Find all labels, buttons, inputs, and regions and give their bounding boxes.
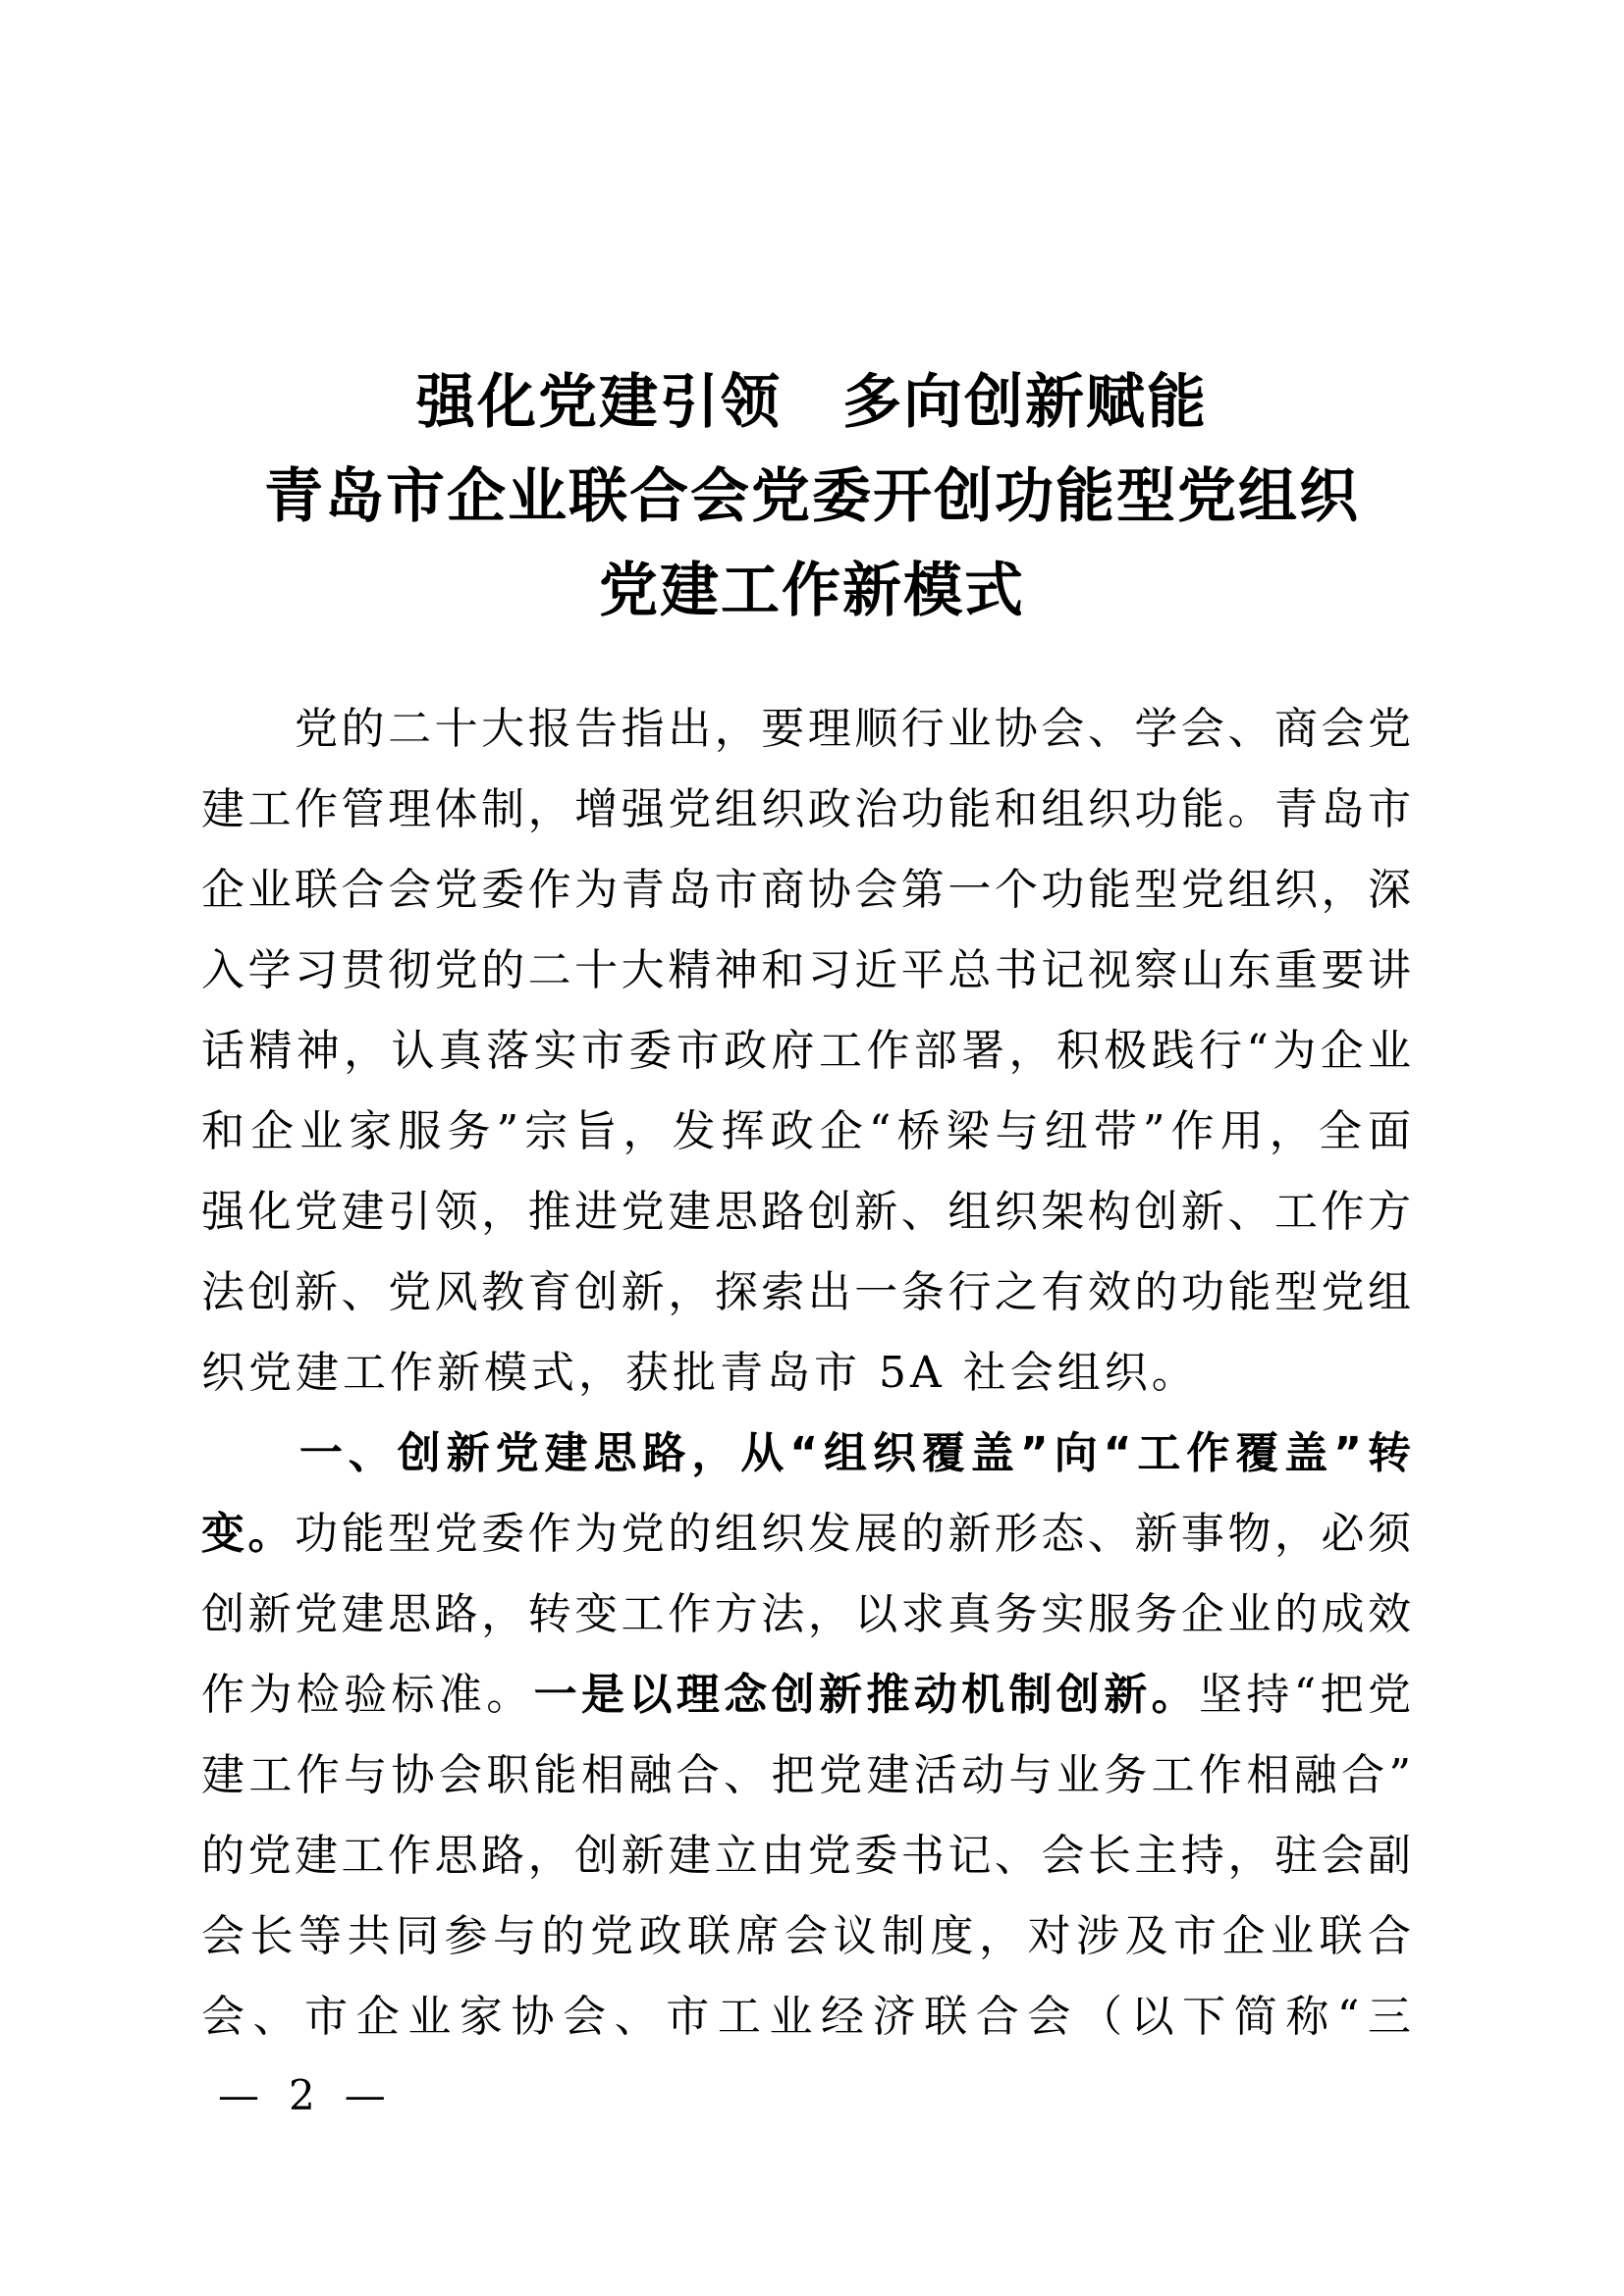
body-line [201,1253,1414,1333]
body-line [201,1092,1414,1172]
body-line [201,1011,1414,1092]
body-line [201,1655,1414,1735]
title-line-1: 强化党建引领 多向创新赋能 [416,368,1208,437]
title-line-2: 青岛市企业联合会党委开创功能型党组织 [264,462,1360,531]
body-text: 建工作管理体制，增强党组织政治功能和组织功能。青岛市 [201,784,1414,834]
body-text: 功能型党委作为党的组织发展的新形态、新事物，必须 [295,1509,1415,1559]
body-text: 建工作与协会职能相融合、把党建活动与业务工作相融合” [201,1750,1414,1800]
body-text: 的党建工作思路，创新建立由党委书记、会长主持，驻会副 [201,1831,1414,1881]
page-footer [218,2068,386,2123]
body-line [201,1575,1414,1655]
body-emphasis-text: 一是以理念创新推动机制创新。 [533,1670,1199,1720]
body-line [201,1977,1414,2057]
body-line [201,931,1414,1011]
body-text: 和企业家服务”宗旨，发挥政企“桥梁与纽带”作用，全面 [201,1106,1414,1156]
body-line [201,770,1414,850]
body-line [201,1414,1414,1494]
body-line [201,1735,1414,1816]
body-line [201,1172,1414,1253]
footer-dash-right: — [344,2071,386,2119]
footer-dash-left: — [218,2071,259,2119]
body-line [201,1896,1414,1977]
body-text: 法创新、党风教育创新，探索出一条行之有效的功能型党组 [201,1267,1414,1317]
body-text: 会长等共同参与的党政联席会议制度，对涉及市企业联合 [201,1911,1414,1961]
body-text: 话精神，认真落实市委市政府工作部署，积极践行“为企业 [201,1026,1414,1076]
body-line [201,1494,1414,1575]
body-text: 创新党建思路，转变工作方法，以求真务实服务企业的成效 [201,1589,1414,1639]
body-line [201,689,1414,770]
body-text: 强化党建引领，推进党建思路创新、组织架构创新、工作方 [201,1187,1414,1237]
body-line [201,1333,1414,1414]
body-text: 作为检验标准。 [201,1670,534,1720]
body-text: 入学习贯彻党的二十大精神和习近平总书记视察山东重要讲 [201,945,1414,995]
body-text: 坚持“把党 [1199,1670,1415,1720]
body-line [201,850,1414,931]
body-text: 企业联合会党委作为青岛市商协会第一个功能型党组织，深 [201,865,1414,915]
body-text: 织党建工作新模式，获批青岛市 5A 社会组织。 [201,1348,1199,1398]
body-emphasis-text: 一、创新党建思路，从“组织覆盖”向“工作覆盖”转 [201,1428,1414,1478]
document-title [0,355,1624,638]
body-text: 会、市企业家协会、市工业经济联合会（以下简称“三 [201,1992,1414,2042]
title-line-3: 党建工作新模式 [599,557,1025,625]
body-text: 党的二十大报告指出，要理顺行业协会、学会、商会党 [201,704,1414,754]
document-body [201,689,1414,2057]
body-emphasis-text: 变。 [201,1509,296,1559]
page-number: 2 [289,2071,315,2119]
body-line [201,1816,1414,1896]
